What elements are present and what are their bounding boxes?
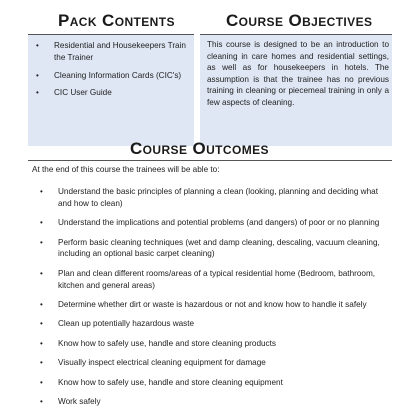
course-objectives-heading: Course Objectives bbox=[226, 11, 373, 30]
pack-contents-panel bbox=[28, 35, 194, 146]
course-outcomes-list bbox=[36, 186, 386, 415]
list-item: • Perform basic cleaning techniques (wet and damp cleaning, descaling, vacuum cleaning, including an optional basic carpet cleaning) bbox=[36, 237, 386, 261]
list-item: • Determine whether dirt or waste is hazardous or not and know how to handle it safely bbox=[36, 299, 386, 311]
list-item: • Visually inspect electrical cleaning equipment for damage bbox=[36, 357, 386, 369]
list-item: • Understand the basic principles of planning a clean (looking, planning and deciding what and how to clean) bbox=[36, 186, 386, 210]
course-outcomes-intro: At the end of this course the trainees will be able to: bbox=[32, 165, 220, 174]
pack-contents-list bbox=[32, 40, 192, 105]
pack-contents-heading: Pack Contents bbox=[58, 11, 175, 30]
course-outcomes-divider bbox=[28, 160, 392, 161]
list-item: • Clean up potentially hazardous waste bbox=[36, 318, 386, 330]
course-objectives-text: This course is designed to be an introduction to cleaning in care homes and residential settings, as well as for housekeepers in hotels. The assumption is that the trainee has no previous training in cleaning or piecemeal training in only a few aspects of cleaning. bbox=[207, 40, 389, 107]
list-item: • CIC User Guide bbox=[32, 87, 192, 99]
list-item: • Work safely bbox=[36, 396, 386, 408]
list-item: • Know how to safely use, handle and store cleaning products bbox=[36, 338, 386, 350]
list-item: • Cleaning Information Cards (CIC's) bbox=[32, 70, 192, 82]
list-item: • Understand the implications and potential problems (and dangers) of poor or no planning bbox=[36, 217, 386, 229]
list-item: • Plan and clean different rooms/areas of a typical residential home (Bedroom, bathroom, kitchen and general areas) bbox=[36, 268, 386, 292]
course-outcomes-heading: Course Outcomes bbox=[130, 139, 269, 158]
list-item: • Residential and Housekeepers Train the Trainer bbox=[32, 40, 192, 64]
list-item: • Know how to safely use, handle and store cleaning equipment bbox=[36, 377, 386, 389]
